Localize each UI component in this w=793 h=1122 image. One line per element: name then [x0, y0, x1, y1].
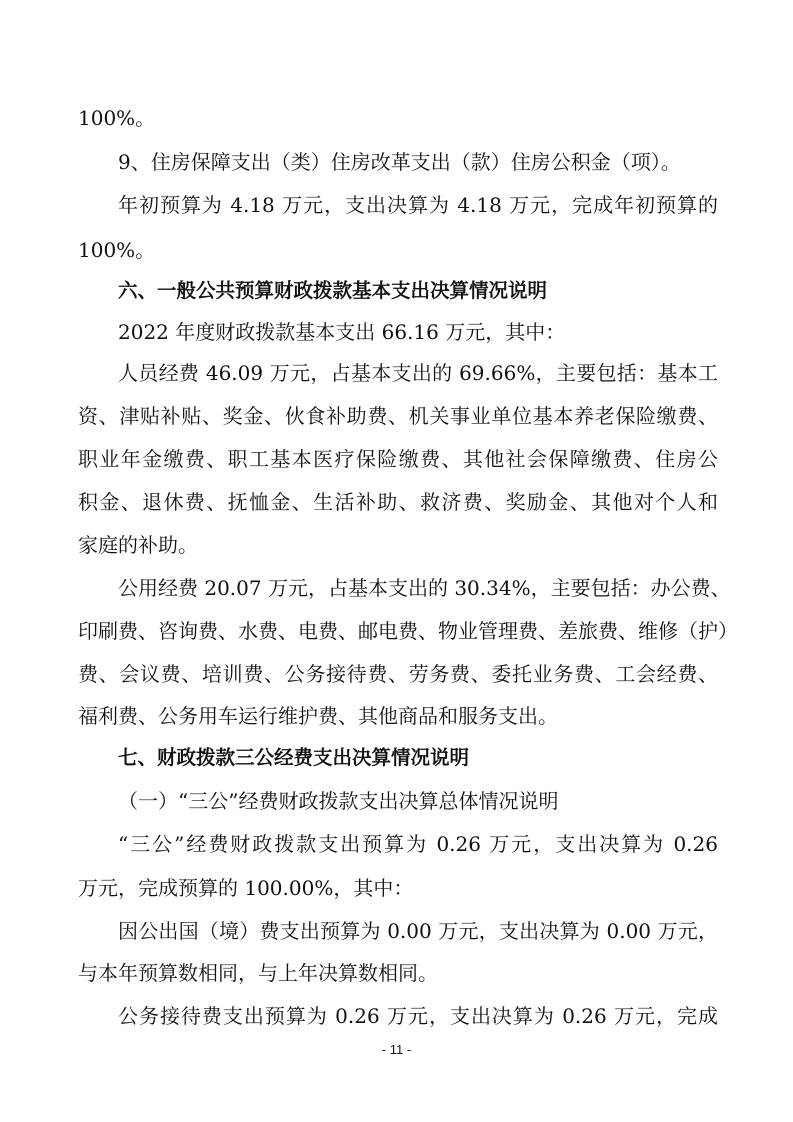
subsection-heading: （一）“三公”经费财政拨款支出决算总体情况说明 [118, 789, 559, 813]
paragraph-line: 印刷费、咨询费、水费、电费、邮电费、物业管理费、差旅费、维修（护） [78, 619, 738, 643]
paragraph-line: 家庭的补助。 [78, 533, 198, 557]
paragraph-line: 9、住房保障支出（类）住房改革支出（款）住房公积金（项）。 [118, 150, 681, 174]
paragraph-line: 积金、退休费、抚恤金、生活补助、救济费、奖励金、其他对个人和 [78, 490, 718, 514]
paragraph-line: 公用经费 20.07 万元，占基本支出的 30.34%，主要包括：办公费、 [118, 576, 731, 600]
paragraph-line: 年初预算为 4.18 万元，支出决算为 4.18 万元，完成年初预算的 [118, 193, 718, 217]
section-heading: 六、一般公共预算财政拨款基本支出决算情况说明 [118, 279, 548, 302]
paragraph-line: 资、津贴补贴、奖金、伙食补助费、机关事业单位基本养老保险缴费、 [78, 404, 718, 428]
paragraph-line: 2022 年度财政拨款基本支出 66.16 万元，其中： [118, 320, 566, 344]
paragraph-line: 费、会议费、培训费、公务接待费、劳务费、委托业务费、工会经费、 [78, 662, 718, 686]
paragraph-line: 职业年金缴费、职工基本医疗保险缴费、其他社会保障缴费、住房公 [78, 447, 718, 471]
paragraph-line: 公务接待费支出预算为 0.26 万元，支出决算为 0.26 万元，完成 [118, 1004, 718, 1028]
paragraph-line: 万元，完成预算的 100.00%，其中： [78, 876, 414, 900]
section-heading: 七、财政拨款三公经费支出决算情况说明 [118, 746, 470, 769]
paragraph-line: 人员经费 46.09 万元，占基本支出的 69.66%，主要包括：基本工 [118, 361, 718, 385]
page-number: - 11 - [381, 1042, 412, 1057]
paragraph-line: 100%。 [78, 238, 156, 262]
paragraph-line: “三公”经费财政拨款支出预算为 0.26 万元，支出决算为 0.26 [118, 832, 718, 856]
paragraph-line: 100%。 [78, 106, 156, 130]
paragraph-line: 福利费、公务用车运行维护费、其他商品和服务支出。 [78, 704, 558, 728]
paragraph-line: 与本年预算数相同，与上年决算数相同。 [78, 961, 438, 985]
paragraph-line: 因公出国（境）费支出预算为 0.00 万元，支出决算为 0.00 万元， [118, 919, 718, 943]
